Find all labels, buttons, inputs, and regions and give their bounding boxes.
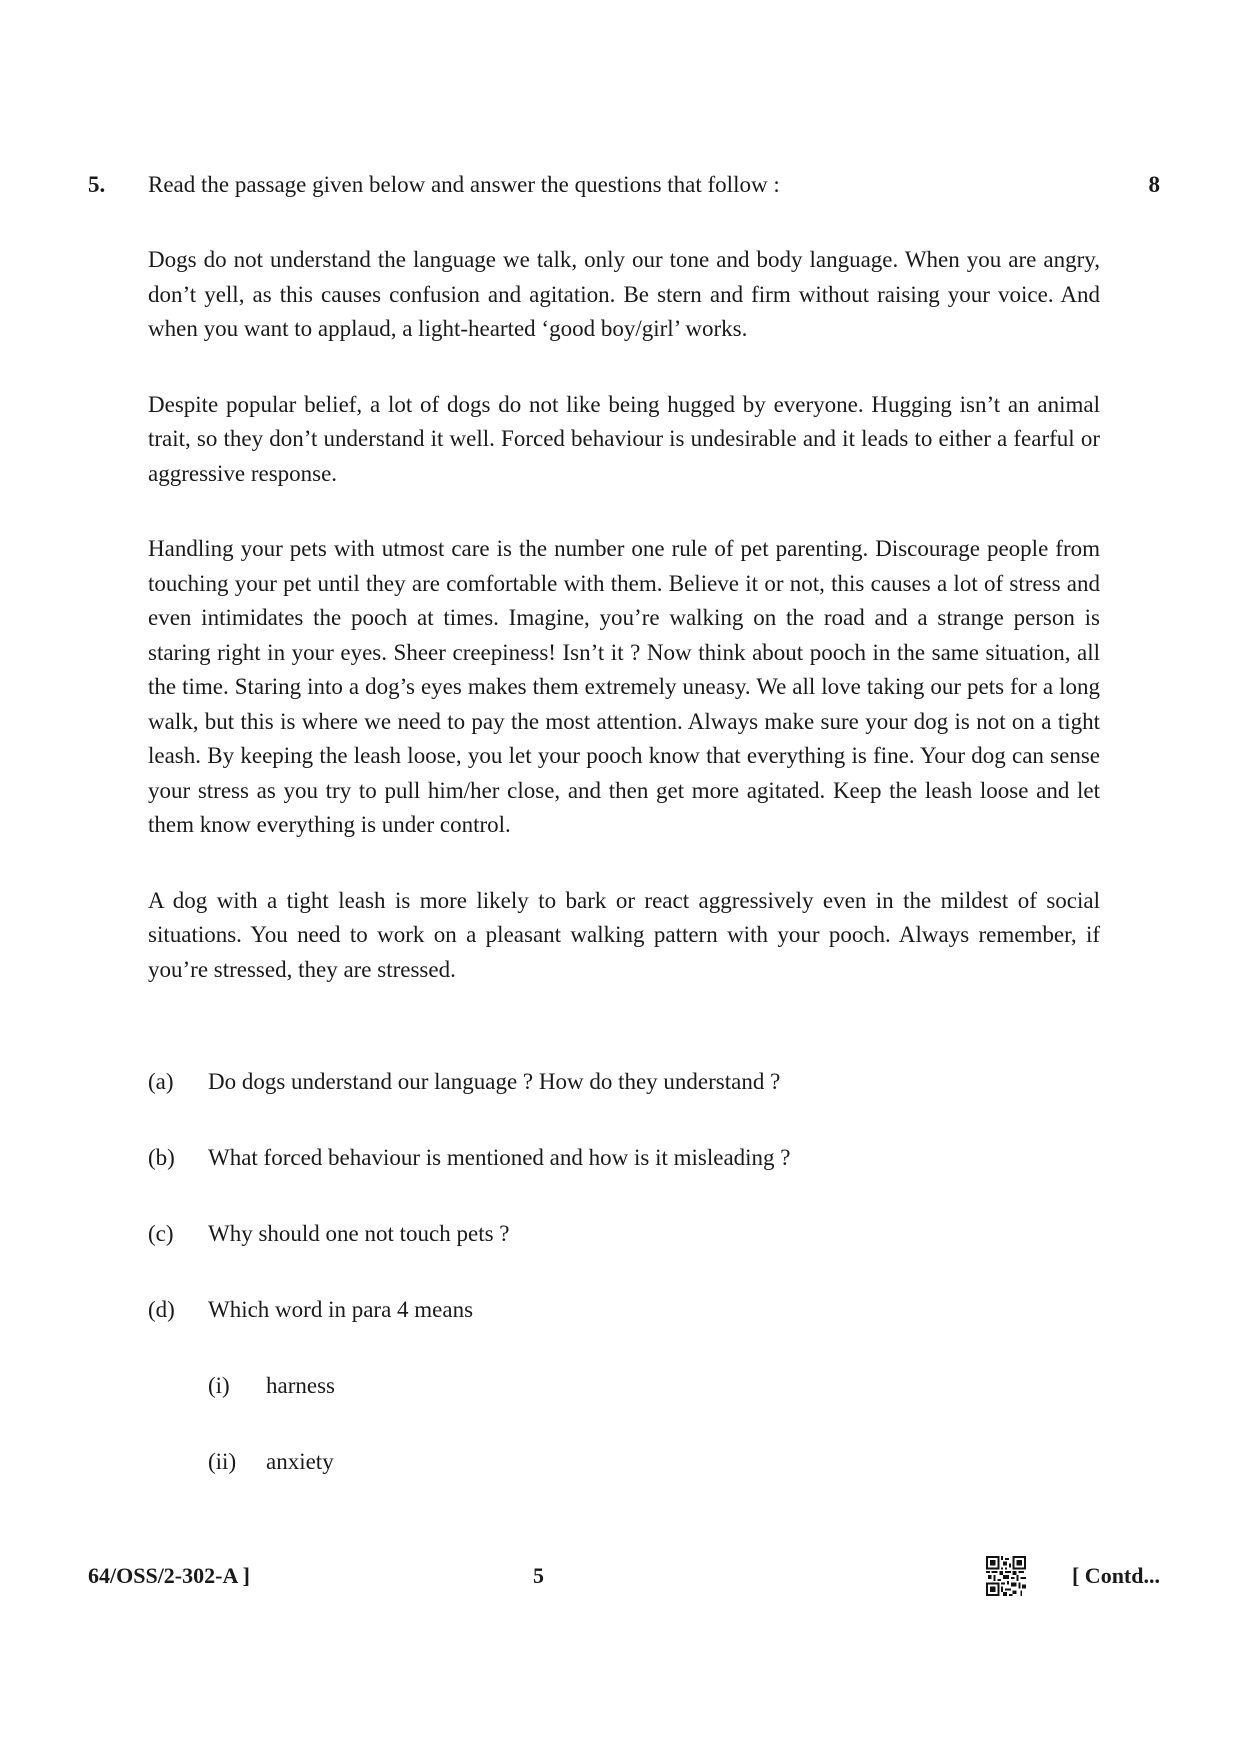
sub-question-label: (c) — [148, 1221, 174, 1246]
sub-sub-question-text: harness — [266, 1373, 335, 1398]
sub-question-b — [148, 1141, 1100, 1175]
page-footer — [88, 1556, 1160, 1596]
sub-sub-question-ii — [148, 1445, 1100, 1479]
page-number: 5 — [533, 1563, 544, 1588]
sub-sub-question-i — [148, 1369, 1100, 1403]
sub-question-label: (b) — [148, 1145, 175, 1170]
sub-question-a — [148, 1065, 1100, 1099]
question-header — [88, 168, 1160, 202]
sub-sub-question-label: (i) — [208, 1373, 230, 1398]
sub-question-label: (d) — [148, 1297, 175, 1322]
continued-label: [ Contd... — [1071, 1563, 1160, 1588]
passage-paragraph-4: A dog with a tight leash is more likely to bark or react aggressively even in the mildest of social situations. You need to work on a pleasant walking pattern with your pooch. Always remember, if you’re stressed, they are stressed. — [148, 887, 1100, 982]
passage — [148, 243, 1100, 1028]
paper-code: 64/OSS/2-302-A ] — [88, 1563, 250, 1588]
sub-question-label: (a) — [148, 1069, 174, 1094]
sub-question-text: Which word in para 4 means — [208, 1297, 474, 1322]
question-marks: 8 — [1148, 172, 1160, 197]
question-number: 5. — [88, 172, 106, 197]
sub-question-text: Why should one not touch pets ? — [208, 1221, 510, 1246]
sub-question-list — [148, 1065, 1100, 1521]
passage-paragraph-2: Despite popular belief, a lot of dogs do not like being hugged by everyone. Hugging isn’t an animal trait, so they don’t understand it well. Forced behaviour is undesirable and it leads to either a fearful or aggressive response. — [148, 391, 1100, 486]
passage-paragraph-3: Handling your pets with utmost care is the number one rule of pet parenting. Discourage people from touching your pet until they are comfortable with them. Believe it or not, this causes a lot of stress and even intimidates the pooch at times. Imagine, you’re walking on the road and a strange person is staring right in your eyes. Sheer creepiness! Isn’t it ? Now think about pooch in the same situation, all the time. Staring into a dog’s eyes makes them extremely uneasy. We all love taking our pets for a long walk, but this is where we need to pay the most attention. Always make sure your dog is not on a tight leash. By keeping the leash loose, you let your pooch know that everything is fine. Your dog can sense your stress as you try to pull him/her close, and then get more agitated. Keep the leash loose and let them know everything is under control. — [148, 536, 1100, 837]
sub-sub-question-label: (ii) — [208, 1449, 237, 1474]
sub-question-c — [148, 1217, 1100, 1251]
question-instruction: Read the passage given below and answer the questions that follow : — [148, 172, 780, 197]
sub-question-text: Do dogs understand our language ? How do they understand ? — [208, 1069, 781, 1094]
passage-paragraph-1: Dogs do not understand the language we talk, only our tone and body language. When you are angry, don’t yell, as this causes confusion and agitation. Be stern and firm without raising your voice. And when you want to applaud, a light-hearted ‘good boy/girl’ works. — [148, 247, 1100, 341]
sub-question-text: What forced behaviour is mentioned and how is it misleading ? — [208, 1145, 791, 1170]
qr-code-icon — [986, 1556, 1026, 1596]
sub-sub-question-text: anxiety — [266, 1449, 334, 1474]
sub-question-d — [148, 1293, 1100, 1327]
